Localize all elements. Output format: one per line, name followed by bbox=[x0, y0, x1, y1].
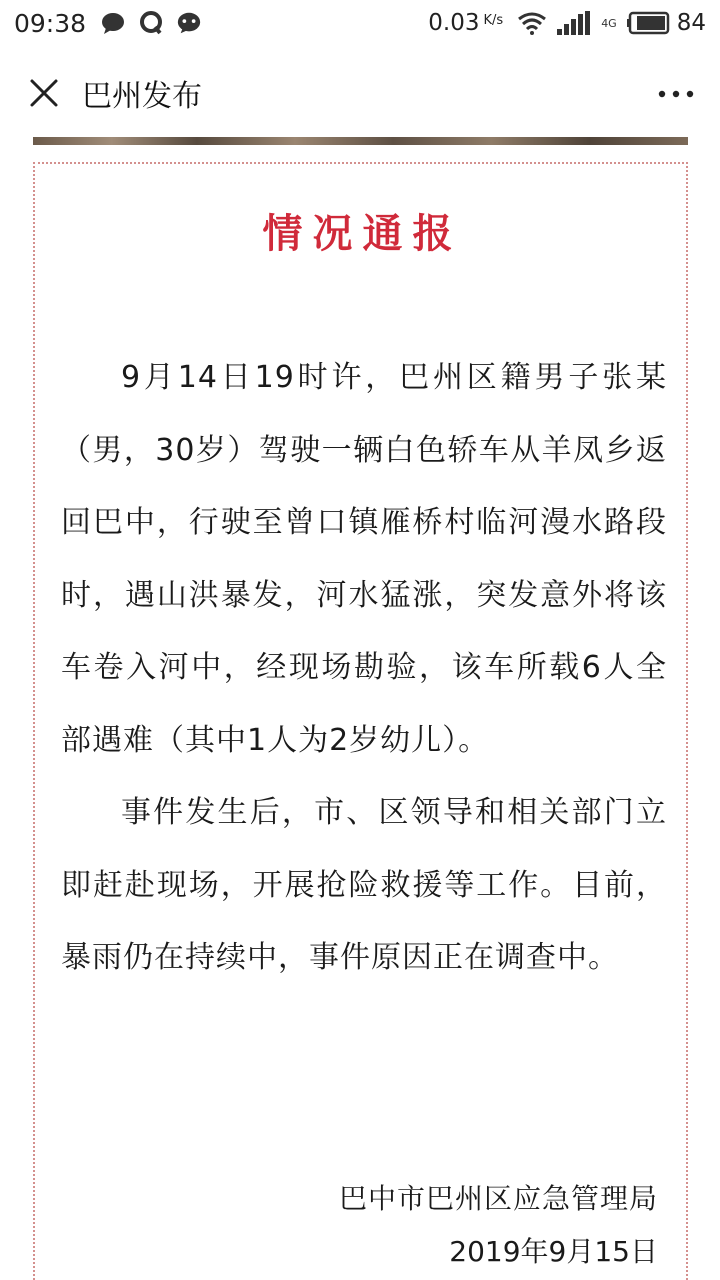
banner-image-strip bbox=[33, 137, 688, 145]
battery-icon bbox=[627, 11, 671, 35]
network-label-text: 4G bbox=[601, 16, 617, 30]
net-speed: 0.03 bbox=[428, 10, 480, 36]
status-bar bbox=[0, 0, 720, 46]
page-title: 巴州发布 bbox=[82, 79, 202, 114]
status-time: 09:38 bbox=[14, 8, 87, 38]
qq-icon bbox=[138, 10, 164, 36]
notice-title: 情况通报 bbox=[262, 211, 463, 257]
notice-card bbox=[33, 162, 688, 1280]
chat-bubble-icon bbox=[100, 10, 126, 36]
wifi-icon bbox=[517, 11, 547, 35]
notice-paragraph-2: 事件发生后，市、区领导和相关部门立即赶赴现场，开展抢险救援等工作。目前，暴雨仍在持续中，事件原因正在调查中。 bbox=[61, 795, 667, 975]
notice-body bbox=[61, 342, 667, 995]
battery-level: 84 bbox=[676, 10, 706, 36]
header bbox=[0, 46, 720, 140]
wechat-icon bbox=[176, 10, 202, 36]
close-button[interactable] bbox=[24, 73, 64, 113]
net-speed-unit: K/s bbox=[483, 12, 504, 28]
status-right bbox=[428, 10, 706, 36]
notice-paragraph-1: 9月14日19时许，巴州区籍男子张某（男，30岁）驾驶一辆白色轿车从羊凤乡返回巴中，行驶至曾口镇雁桥村临河漫水路段时，遇山洪暴发，河水猛涨，突发意外将该车卷入河中，经现场勘验，该车所载6人全部遇难（其中1人为2岁幼儿）。 bbox=[61, 360, 667, 758]
more-icon bbox=[656, 89, 696, 99]
signal-icon bbox=[557, 11, 591, 35]
close-icon bbox=[29, 78, 59, 108]
notice-signature: 巴中市巴州区应急管理局 bbox=[338, 1182, 658, 1215]
status-left bbox=[14, 9, 214, 38]
network-type-label bbox=[601, 18, 617, 29]
notice-date: 2019年9月15日 bbox=[449, 1235, 658, 1268]
more-button[interactable] bbox=[654, 76, 698, 112]
